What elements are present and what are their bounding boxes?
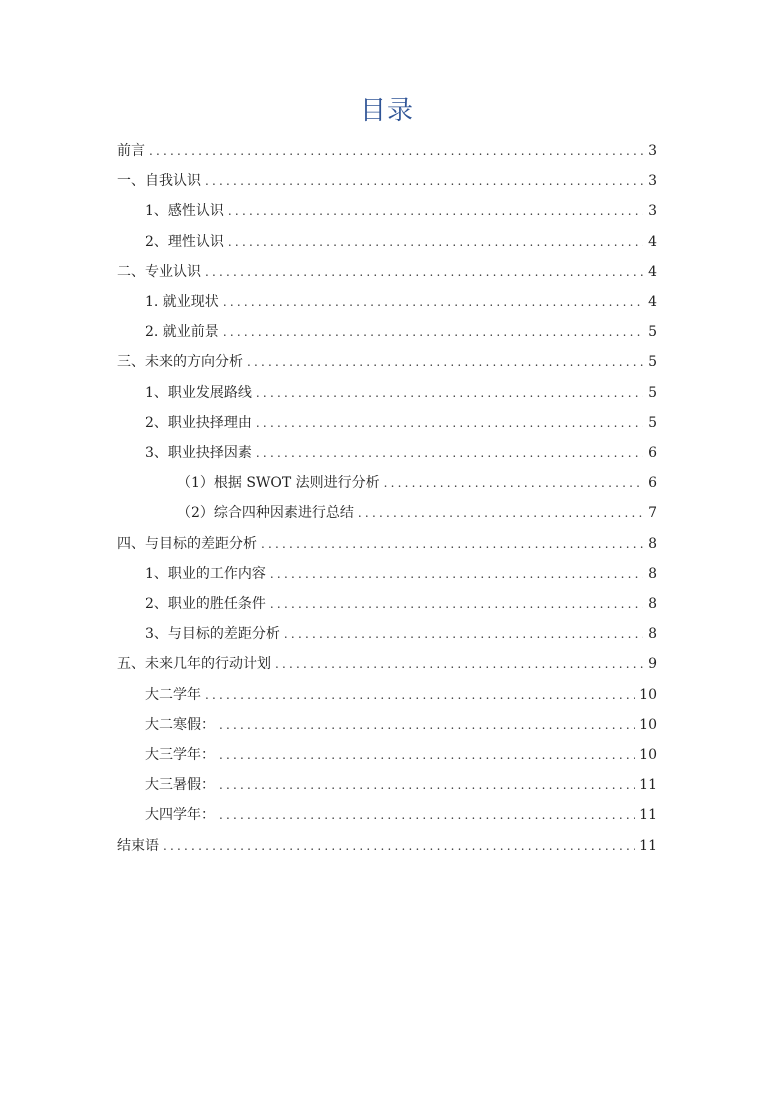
toc-dot-leader [217, 710, 635, 740]
toc-entry-label: 一、自我认识 [117, 173, 201, 190]
toc-entry[interactable] [145, 408, 657, 438]
toc-entry[interactable] [145, 740, 657, 770]
toc-entry[interactable] [117, 347, 657, 377]
toc-dot-leader [221, 317, 643, 347]
toc-entry-page-number: 10 [639, 686, 657, 703]
toc-entry[interactable] [145, 589, 657, 619]
toc-entry-label: 1、职业发展路线 [145, 384, 252, 401]
toc-entry-page-number: 6 [648, 445, 657, 461]
toc-title: 目录 [359, 96, 414, 126]
toc-entry-page-number: 4 [648, 263, 657, 280]
toc-dot-leader [161, 831, 635, 861]
toc-entry[interactable] [145, 438, 657, 468]
toc-entry[interactable] [177, 498, 657, 528]
toc-dot-leader [226, 196, 643, 226]
toc-entry-page-number: 4 [648, 294, 657, 310]
toc-dot-leader [254, 438, 643, 468]
toc-entry-label: 1. 就业现状 [145, 294, 219, 310]
toc-entry[interactable] [117, 649, 657, 679]
toc-entry-label: 1、职业的工作内容 [145, 565, 266, 582]
toc-entry-page-number: 8 [648, 626, 657, 643]
toc-entry-label: 3、与目标的差距分析 [145, 626, 280, 643]
toc-entry[interactable] [145, 317, 657, 347]
toc-entry[interactable] [117, 529, 657, 559]
toc-entry-label: 2. 就业前景 [145, 324, 219, 341]
toc-dot-leader [203, 680, 635, 710]
toc-entry-page-number: 10 [639, 716, 657, 733]
toc-entry-label: 大二寒假： [145, 716, 215, 733]
toc-dot-leader [217, 740, 635, 770]
toc-entry-page-number: 8 [648, 596, 657, 612]
toc-entry[interactable] [145, 196, 657, 226]
toc-entry-label: 2、理性认识 [145, 233, 224, 250]
toc-entry-page-number: 10 [639, 747, 657, 763]
toc-entry-label: （1）根据 SWOT 法则进行分析 [177, 475, 380, 492]
toc-entry[interactable] [117, 257, 657, 287]
toc-entry[interactable] [145, 378, 657, 408]
toc-dot-leader [217, 800, 635, 830]
toc-entry[interactable] [145, 800, 657, 830]
toc-entry[interactable] [145, 619, 657, 649]
toc-entry-page-number: 3 [648, 173, 657, 190]
toc-entry-label: 大四学年： [145, 807, 215, 824]
toc-entry-label: 2、职业抉择理由 [145, 414, 252, 431]
toc-entry-page-number: 5 [648, 384, 657, 401]
toc-dot-leader [254, 408, 643, 438]
toc-dot-leader [203, 166, 643, 196]
toc-entry-label: 三、未来的方向分析 [117, 354, 243, 371]
toc-entry-page-number: 7 [648, 505, 657, 522]
toc-entry[interactable] [145, 770, 657, 800]
toc-entry-label: 1、感性认识 [145, 203, 224, 220]
toc-entry-label: 3、职业抉择因素 [145, 445, 252, 461]
toc-entry-page-number: 8 [648, 565, 657, 582]
toc-entry-label: 五、未来几年的行动计划 [117, 656, 271, 673]
toc-entry-page-number: 9 [648, 656, 657, 673]
toc-entry[interactable] [177, 468, 657, 498]
toc-entry-page-number: 11 [639, 777, 657, 794]
toc-entry[interactable] [145, 680, 657, 710]
toc-entry-label: 大二学年 [145, 686, 201, 703]
toc-dot-leader [203, 257, 643, 287]
toc-entry-label: （2）综合四种因素进行总结 [177, 505, 354, 522]
toc-entry-page-number: 4 [648, 233, 657, 250]
toc-entry-page-number: 8 [648, 535, 657, 552]
toc-entry-page-number: 6 [648, 475, 657, 492]
toc-entry[interactable] [145, 559, 657, 589]
toc-entry-page-number: 3 [648, 203, 657, 220]
toc-entry-label: 大三暑假： [145, 777, 215, 794]
toc-entry-label: 前言 [117, 143, 145, 159]
toc-dot-leader [268, 559, 643, 589]
toc-dot-leader [259, 529, 643, 559]
toc-entry-label: 大三学年： [145, 747, 215, 763]
toc-entry-page-number: 3 [648, 143, 657, 159]
toc-dot-leader [382, 468, 643, 498]
toc-entry[interactable] [145, 710, 657, 740]
toc-entry[interactable] [117, 136, 657, 166]
toc-entry-label: 结束语 [117, 837, 159, 854]
toc-entry[interactable] [145, 287, 657, 317]
toc-entry-label: 二、专业认识 [117, 263, 201, 280]
toc-dot-leader [217, 770, 635, 800]
toc-dot-leader [268, 589, 643, 619]
toc-entry-page-number: 11 [639, 807, 657, 824]
toc-entry-label: 四、与目标的差距分析 [117, 535, 257, 552]
toc-entry[interactable] [145, 227, 657, 257]
toc-dot-leader [245, 347, 643, 377]
toc-dot-leader [254, 378, 643, 408]
toc-dot-leader [273, 649, 643, 679]
toc-entry-page-number: 5 [648, 414, 657, 431]
toc-dot-leader [147, 136, 643, 166]
toc-dot-leader [221, 287, 643, 317]
toc-entry-page-number: 5 [648, 324, 657, 341]
toc-entry-label: 2、职业的胜任条件 [145, 596, 266, 612]
toc-entry[interactable] [117, 831, 657, 861]
toc-entry-page-number: 11 [639, 837, 657, 854]
toc-dot-leader [356, 498, 643, 528]
toc-entry[interactable] [117, 166, 657, 196]
toc-dot-leader [226, 227, 643, 257]
toc-entry-page-number: 5 [648, 354, 657, 371]
toc-dot-leader [282, 619, 643, 649]
